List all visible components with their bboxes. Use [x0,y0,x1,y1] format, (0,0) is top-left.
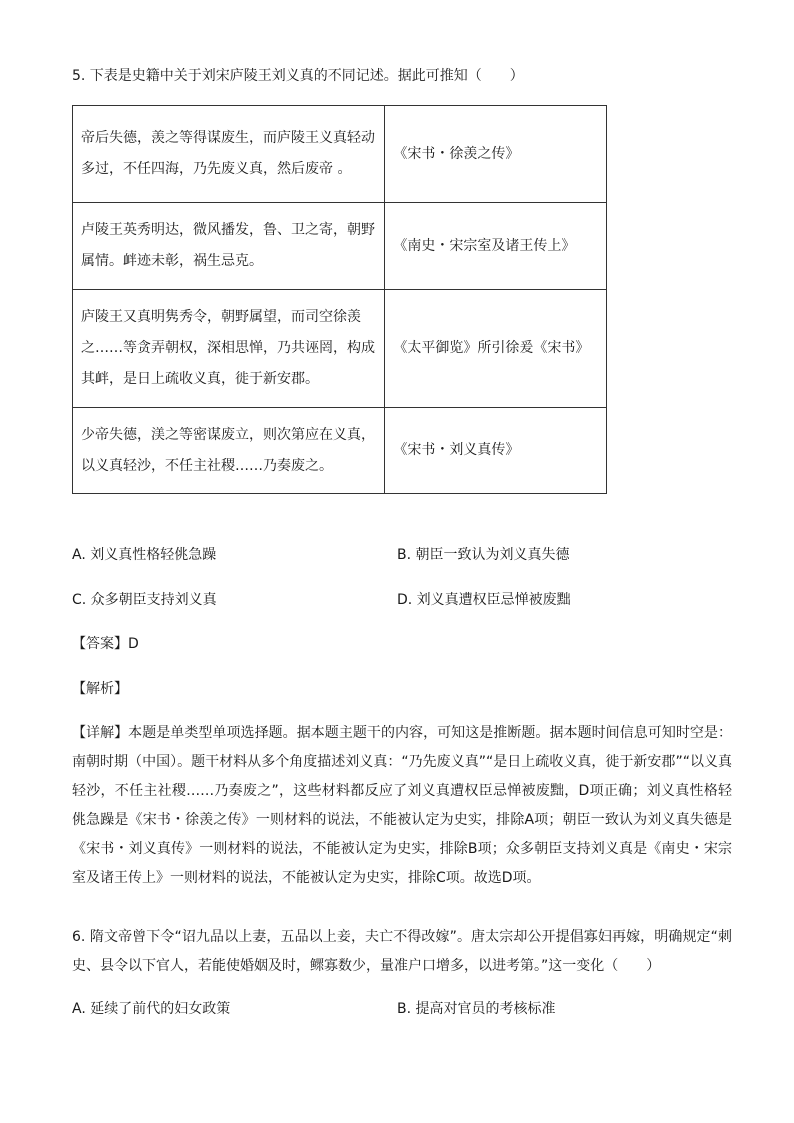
table-cell-text: 卢陵王英秀明达，微风播发，鲁、卫之寄，朝野属情。衅迹未彰，祸生忌克。 [73,203,385,290]
table-cell-text: 庐陵王又真明隽秀令，朝野属望，而司空徐羡之……等贪弄朝权，深相思惮，乃共诬罔，构成其衅，是日上疏收义真，徙于新安郡。 [73,290,385,408]
option-c: C. 众多朝臣支持刘义真 [72,592,217,608]
answer-label: 【答案】D [72,636,139,652]
option-d: D. 刘义真遭权臣忌惮被废黜 [397,592,571,608]
table-cell-source: 《太平御览》所引徐爰《宋书》 [385,290,607,408]
table-row [73,106,607,203]
table-cell-source: 《宋书・徐羡之传》 [385,106,607,203]
detail-explanation: 【详解】本题是单类型单项选择题。据本题主题干的内容，可知这是推断题。据本题时间信息可知时空是：南朝时期（中国）。题干材料从多个角度描述刘义真：“乃先废义真”“是日上疏收义真，徙于新安郡”“以义真轻沙，不任主社稷……乃奏废之”，这些材料都反应了刘义真遭权臣忌惮被废黜，D项正确；刘义真性格轻佻急躁是《宋书・徐羡之传》一则材料的说法，不能被认定为史实，排除A项；朝臣一致认为刘义真失德是《宋书・刘义真传》一则材料的说法，不能被认定为史实，排除B项；众多朝臣支持刘义真是《南史・宋宗室及诸王传上》一则材料的说法，不能被认定为史实，排除C项。故选D项。 [72,725,732,886]
question-5-stem: 5. 下表是史籍中关于刘宋庐陵王刘义真的不同记述。据此可推知（ ） [72,68,524,84]
table-cell-source: 《宋书・刘义真传》 [385,408,607,494]
table-row [73,203,607,290]
question-6-stem: 6. 隋文帝曾下令“诏九品以上妻，五品以上妾，夫亡不得改嫁”。唐太宗却公开提倡寡妇再嫁，明确规定“刺史、县令以下官人，若能使婚姻及时，鳏寡数少，量准户口增多，以进考第。”这一变化（ ） [72,929,732,974]
table-row [73,408,607,494]
table-cell-source: 《南史・宋宗室及诸王传上》 [385,203,607,290]
table-row [73,290,607,408]
option-b: B. 提高对官员的考核标准 [397,1001,556,1017]
table-cell-text: 少帝失德，渼之等密谋废立，则次第应在义真，以义真轻沙，不任主社稷……乃奏废之。 [73,408,385,494]
option-b: B. 朝臣一致认为刘义真失德 [397,547,570,563]
option-a: A. 延续了前代的妇女政策 [72,1001,231,1017]
option-a: A. 刘义真性格轻佻急躁 [72,547,217,563]
analysis-label: 【解析】 [72,681,128,697]
table-cell-text: 帝后失德，羡之等得谋废生，而庐陵王义真轻动多过，不任四海，乃先废义真，然后废帝 。 [73,106,385,203]
source-table [72,105,607,494]
